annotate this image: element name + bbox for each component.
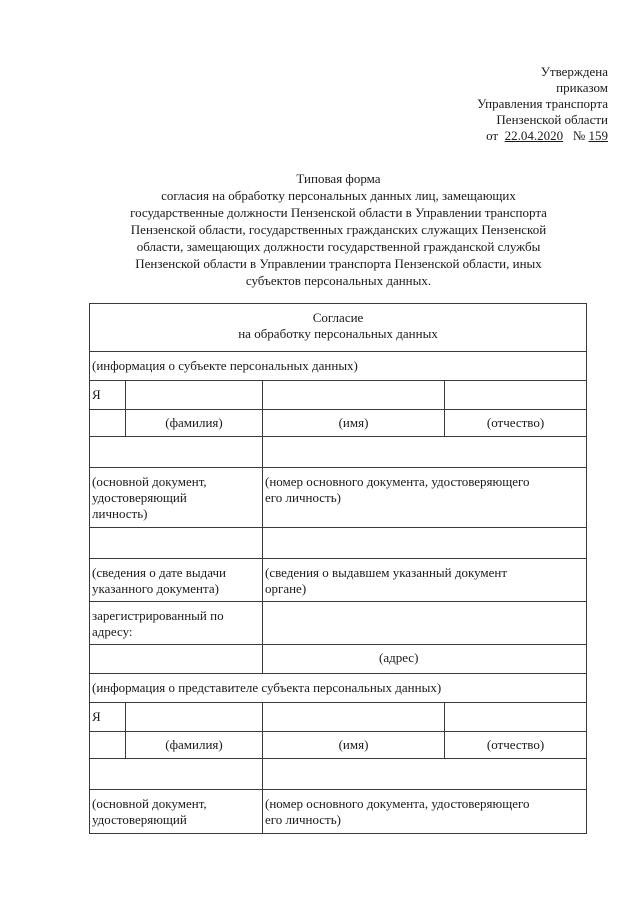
rep-name-input-row [90, 703, 587, 732]
approval-line-2: приказом [556, 80, 608, 95]
title-line: Пензенской области в Управлении транспорта Пензенской области, иных [135, 256, 542, 271]
approval-line-4: Пензенской области [496, 112, 608, 127]
form-header-cell [90, 304, 587, 352]
issuing-authority-caption: (сведения о выдавшем указанный документ органе) [263, 559, 587, 602]
main-document-number-caption: (номер основного документа, удостоверяющего его личность) [263, 468, 587, 528]
rep-main-document-number-caption: (номер основного документа, удостоверяющего его личность) [263, 790, 587, 834]
rep-name-field[interactable] [263, 703, 445, 732]
approval-number: 159 [588, 128, 608, 143]
rep-main-document-caption: (основной документ, удостоверяющий [90, 790, 263, 834]
rep-surname-caption: (фамилия) [126, 732, 263, 759]
rep-document-input-row [90, 759, 587, 790]
rep-info-row [90, 674, 587, 703]
rep-name-caption-row [90, 732, 587, 759]
surname-caption: (фамилия) [126, 410, 263, 437]
approval-line-1: Утверждена [540, 64, 608, 79]
rep-ya-label: Я [90, 703, 126, 732]
subject-info-label: (информация о субъекте персональных данных) [90, 352, 587, 381]
rep-name-caption: (имя) [263, 732, 445, 759]
patronymic-caption: (отчество) [445, 410, 587, 437]
issue-input-row [90, 528, 587, 559]
form-header-row [90, 304, 587, 352]
surname-field[interactable] [126, 381, 263, 410]
rep-patronymic-field[interactable] [445, 703, 587, 732]
address-caption-row [90, 645, 587, 674]
rep-main-document-field[interactable] [90, 759, 263, 790]
address-caption: (адрес) [263, 645, 587, 674]
subject-name-input-row [90, 381, 587, 410]
issue-caption-row [90, 559, 587, 602]
issuing-authority-field[interactable] [263, 528, 587, 559]
rep-document-caption-row [90, 790, 587, 834]
document-caption-row [90, 468, 587, 528]
form-header-subtitle: на обработку персональных данных [238, 326, 438, 341]
ya-label: Я [90, 381, 126, 410]
patronymic-field[interactable] [445, 381, 587, 410]
main-document-field[interactable] [90, 437, 263, 468]
approval-date-line [477, 128, 608, 144]
approval-date: 22.04.2020 [504, 128, 564, 143]
registered-label: зарегистрированный по адресу: [90, 602, 263, 645]
approval-line-3: Управления транспорта [477, 96, 608, 111]
title-line: субъектов персональных данных. [245, 273, 432, 288]
title-line: области, замещающих должности государственной гражданской службы [136, 239, 541, 254]
registered-row [90, 602, 587, 645]
issue-date-caption: (сведения о дате выдачи указанного документа) [90, 559, 263, 602]
form-header-title: Согласие [312, 310, 364, 325]
registered-address-field[interactable] [263, 602, 587, 645]
main-document-number-field[interactable] [263, 437, 587, 468]
main-document-caption: (основной документ, удостоверяющий личность) [90, 468, 263, 528]
title-line: согласия на обработку персональных данных лиц, замещающих [161, 188, 516, 203]
date-prefix: от [486, 128, 499, 143]
title-line: Пензенской области, государственных гражданских служащих Пензенской [130, 222, 547, 237]
title-line: государственные должности Пензенской области в Управлении транспорта [130, 205, 547, 220]
rep-info-label: (информация о представителе субъекта персональных данных) [90, 674, 587, 703]
approval-block [477, 64, 608, 144]
name-field[interactable] [263, 381, 445, 410]
subject-name-caption-row [90, 410, 587, 437]
issue-date-field[interactable] [90, 528, 263, 559]
name-caption: (имя) [263, 410, 445, 437]
consent-form-table [89, 303, 587, 834]
rep-main-document-number-field[interactable] [263, 759, 587, 790]
rep-patronymic-caption: (отчество) [445, 732, 587, 759]
subject-info-row [90, 352, 587, 381]
number-prefix: № [572, 128, 586, 143]
title-line: Типовая форма [296, 171, 381, 186]
document-input-row [90, 437, 587, 468]
document-title [90, 170, 587, 289]
rep-surname-field[interactable] [126, 703, 263, 732]
address-field-left[interactable] [90, 645, 263, 674]
